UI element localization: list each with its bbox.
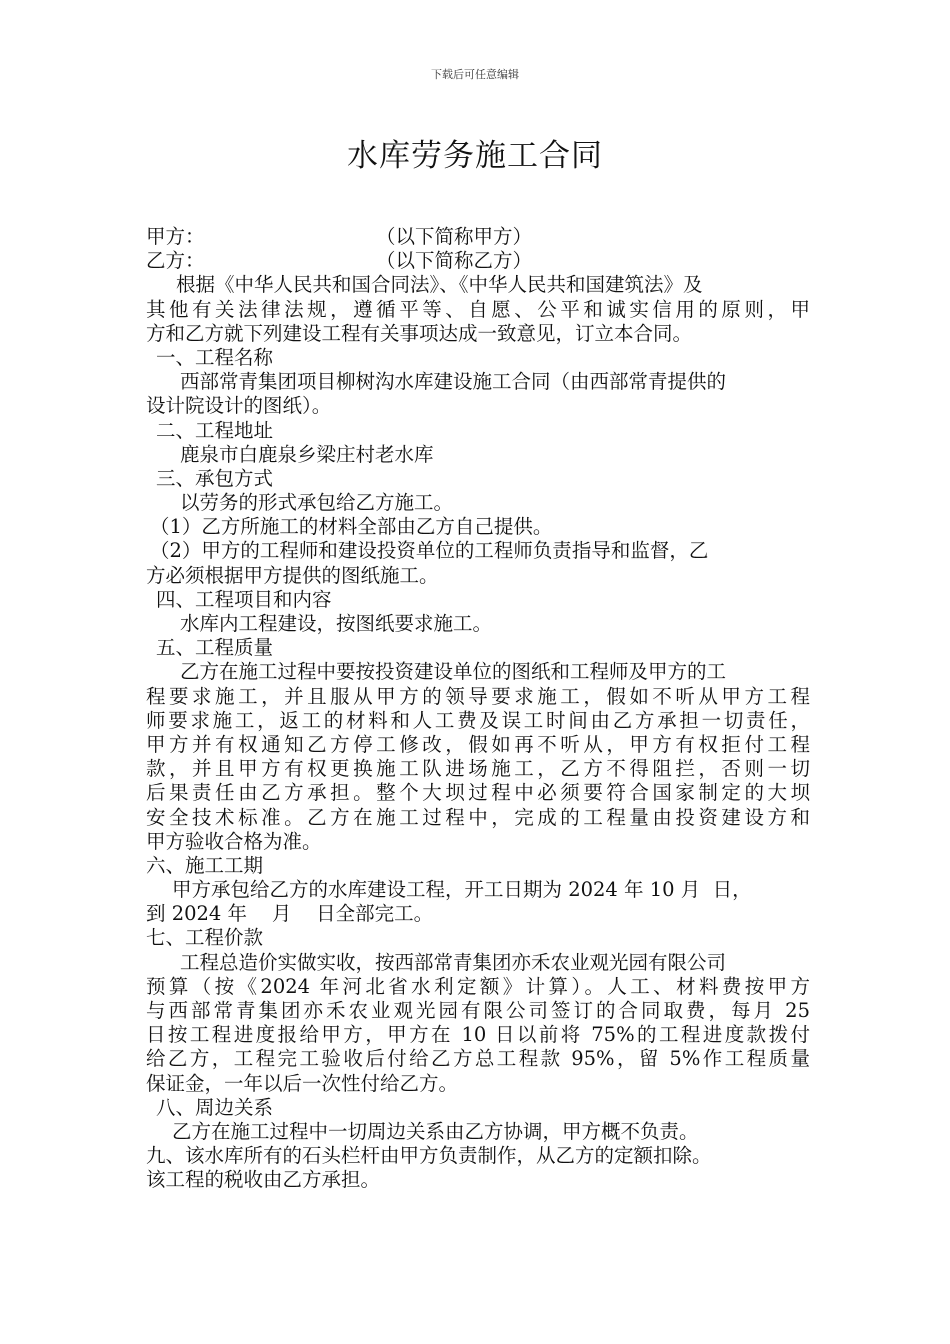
text-line: 六、施工工期 <box>146 853 264 877</box>
party-b-line <box>146 249 810 273</box>
text-line: 二、工程地址 <box>156 418 274 442</box>
text-line: 三、承包方式 <box>156 466 274 490</box>
party-a-line <box>146 225 810 249</box>
text-line: （2）甲方的工程师和建设投资单位的工程师负责指导和监督，乙 <box>150 539 709 563</box>
text-line: 给乙方，工程完工验收后付给乙方总工程款 95%，留 5%作工程质量 <box>146 1047 810 1071</box>
text-line: 甲方验收合格为准。 <box>146 829 322 853</box>
text-line: 安全技术标准。乙方在施工过程中，完成的工程量由投资建设方和 <box>146 805 810 829</box>
contract-text <box>146 273 810 1192</box>
document-title: 水库劳务施工合同 <box>347 138 603 174</box>
text-line: 乙方在施工过程中一切周边关系由乙方协调，甲方概不负责。 <box>172 1119 699 1143</box>
text-line: 程要求施工，并且服从甲方的领导要求施工，假如不听从甲方工程 <box>146 684 810 708</box>
party-a-note: （以下简称甲方） <box>376 225 533 248</box>
party-b-label: 乙方： <box>146 249 205 273</box>
text-line: 保证金，一年以后一次性付给乙方。 <box>146 1071 459 1095</box>
text-line: 与西部常青集团亦禾农业观光园有限公司签订的合同取费，每月 25 <box>146 999 810 1023</box>
text-line: （1）乙方所施工的材料全部由乙方自己提供。 <box>150 515 553 539</box>
text-line: 甲方承包给乙方的水库建设工程，开工日期为 2024 年 10 月 日， <box>172 878 752 902</box>
party-b-note: （以下简称乙方） <box>376 249 533 273</box>
document-body <box>146 225 810 1193</box>
text-line: 八、周边关系 <box>156 1095 274 1119</box>
text-line: 五、工程质量 <box>156 636 274 660</box>
text-line: 其他有关法律法规，遵循平等、自愿、公平和诚实信用的原则，甲 <box>146 297 810 321</box>
text-line: 乙方在施工过程中要按投资建设单位的图纸和工程师及甲方的工 <box>180 660 727 684</box>
party-a-label: 甲方： <box>146 225 205 248</box>
text-line: 师要求施工，返工的材料和人工费及误工时间由乙方承担一切责任， <box>146 708 810 732</box>
text-line: 该工程的税收由乙方承担。 <box>146 1168 381 1192</box>
text-line: 到 2024 年 月 日全部完工。 <box>146 902 434 926</box>
page-header: 下载后可任意编辑 <box>431 68 519 81</box>
text-line: 水库内工程建设，按图纸要求施工。 <box>180 612 493 636</box>
text-line: 款，并且甲方有权更换施工队进场施工，乙方不得阻拦，否则一切 <box>146 757 810 781</box>
text-line: 工程总造价实做实收，按西部常青集团亦禾农业观光园有限公司 <box>180 950 727 974</box>
text-line: 日按工程进度报给甲方，甲方在 10 日以前将 75%的工程进度款拨付 <box>146 1023 810 1047</box>
text-line: 根据《中华人民共和国合同法》、《中华人民共和国建筑法》及 <box>176 273 703 297</box>
text-line: 方必须根据甲方提供的图纸施工。 <box>146 563 439 587</box>
text-line: 七、工程价款 <box>146 926 264 950</box>
text-line: 鹿泉市白鹿泉乡梁庄村老水库 <box>180 442 434 466</box>
text-line: 西部常青集团项目柳树沟水库建设施工合同（由西部常青提供的 <box>180 370 727 394</box>
text-line: 设计院设计的图纸）。 <box>146 394 332 418</box>
text-line: 预算（按《2024 年河北省水利定额》计算）。人工、材料费按甲方 <box>146 974 810 998</box>
text-line: 九、该水库所有的石头栏杆由甲方负责制作，从乙方的定额扣除。 <box>146 1144 712 1168</box>
text-line: 一、工程名称 <box>156 345 274 369</box>
text-line: 以劳务的形式承包给乙方施工。 <box>180 491 454 515</box>
text-line: 四、工程项目和内容 <box>156 587 332 611</box>
text-line: 方和乙方就下列建设工程有关事项达成一致意见，订立本合同。 <box>146 321 693 345</box>
text-line: 甲方并有权通知乙方停工修改，假如再不听从，甲方有权拒付工程 <box>146 732 810 756</box>
text-line: 后果责任由乙方承担。整个大坝过程中必须要符合国家制定的大坝 <box>146 781 810 805</box>
